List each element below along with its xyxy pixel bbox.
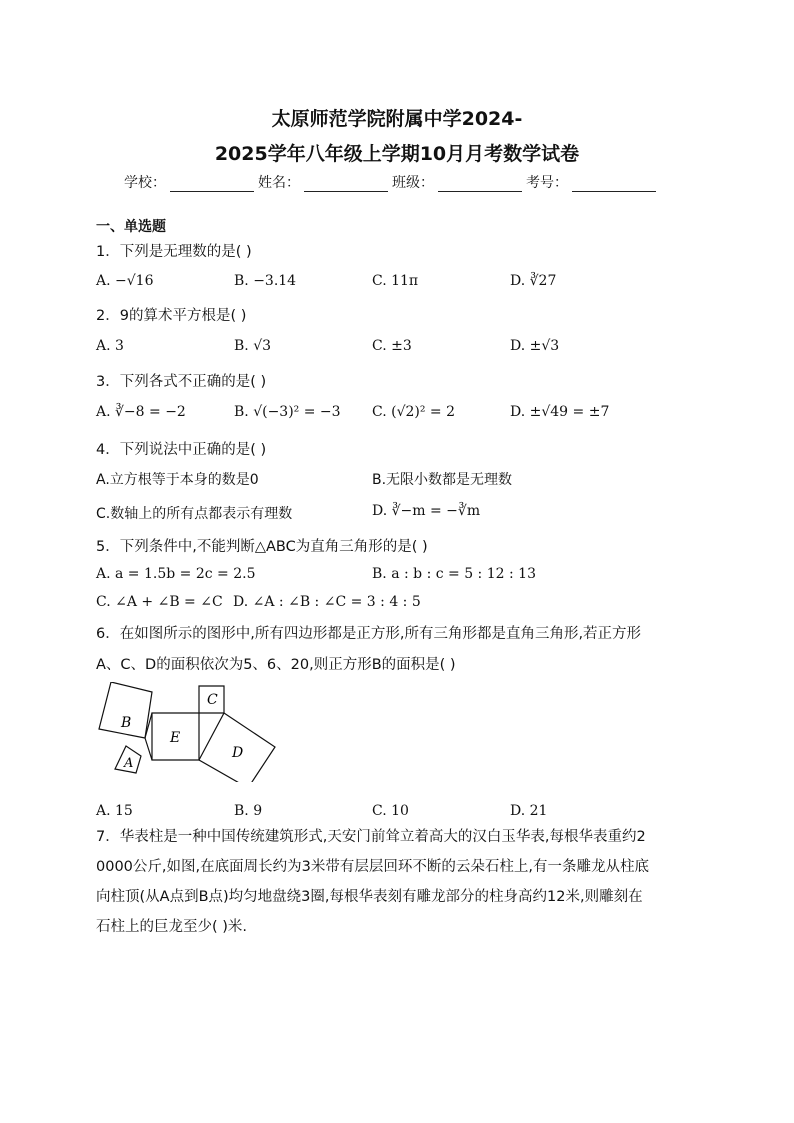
class-blank[interactable] bbox=[438, 177, 522, 192]
question-6-stem-line-1: 6．在如图所示的图形中,所有四边形都是正方形,所有三角形都是直角三角形,若正方形 bbox=[96, 626, 642, 642]
question-1-option-d: D. ∛27 bbox=[510, 273, 557, 289]
question-6-option-d: D. 21 bbox=[510, 803, 548, 819]
question-7-text bbox=[96, 822, 696, 942]
school-label: 学校： bbox=[124, 175, 166, 191]
school-blank[interactable] bbox=[170, 177, 254, 192]
question-1-option-c: C. 11π bbox=[372, 273, 419, 289]
question-1-option-a: A. −√16 bbox=[96, 273, 154, 289]
question-5-option-c: C. ∠A + ∠B = ∠C bbox=[96, 594, 223, 610]
question-6-option-a: A. 15 bbox=[96, 803, 133, 819]
question-1-stem: 1．下列是无理数的是( ) bbox=[96, 244, 252, 260]
question-2-option-d: D. ±√3 bbox=[510, 338, 560, 354]
figure-label-c: C bbox=[207, 692, 218, 708]
question-3-option-b: B. √(−3)² = −3 bbox=[234, 404, 341, 420]
question-5-option-d: D. ∠A : ∠B : ∠C = 3 : 4 : 5 bbox=[233, 594, 421, 610]
question-4-option-b: B.无限小数都是无理数 bbox=[372, 472, 513, 488]
name-label: 姓名： bbox=[258, 175, 300, 191]
figure-label-b: B bbox=[121, 715, 132, 731]
question-7-line-1: 7．华表柱是一种中国传统建筑形式,天安门前耸立着高大的汉白玉华表,每根华表重约2 bbox=[96, 829, 646, 845]
question-3-option-c: C. (√2)² = 2 bbox=[372, 404, 456, 420]
question-2-option-b: B. √3 bbox=[234, 338, 272, 354]
title-line-2: 2025学年八年级上学期10月月考数学试卷 bbox=[214, 143, 580, 165]
student-info-row bbox=[124, 172, 660, 192]
question-3-stem: 3．下列各式不正确的是( ) bbox=[96, 374, 267, 390]
question-2-stem: 2．9的算术平方根是( ) bbox=[96, 308, 247, 324]
figure-label-a: A bbox=[124, 756, 134, 771]
question-4-option-c: C.数轴上的所有点都表示有理数 bbox=[96, 506, 293, 522]
question-5-stem: 5．下列条件中,不能判断△ABC为直角三角形的是( ) bbox=[96, 539, 428, 555]
figure-label-d: D bbox=[232, 745, 244, 761]
question-6-figure bbox=[94, 682, 284, 786]
title-line-1: 太原师范学院附属中学2024- bbox=[271, 108, 523, 130]
question-4-stem: 4．下列说法中正确的是( ) bbox=[96, 442, 267, 458]
question-7-line-3: 向柱顶(从A点到B点)均匀地盘绕3圈,每根华表刻有雕龙部分的柱身高约12米,则雕刻在 bbox=[96, 889, 643, 905]
question-5-option-a: A. a = 1.5b = 2c = 2.5 bbox=[96, 566, 256, 582]
question-2-option-a: A. 3 bbox=[96, 338, 124, 354]
question-4-option-a: A.立方根等于本身的数是0 bbox=[96, 472, 259, 488]
exam-no-label: 考号： bbox=[526, 175, 568, 191]
question-1-option-b: B. −3.14 bbox=[234, 273, 297, 289]
question-3-option-a: A. ∛−8 = −2 bbox=[96, 404, 186, 420]
question-7-line-4: 石柱上的巨龙至少( )米. bbox=[96, 919, 248, 935]
name-blank[interactable] bbox=[304, 177, 388, 192]
question-7-line-2: 0000公斤,如图,在底面周长约为3米带有层层回环不断的云朵石柱上,有一条雕龙从柱底 bbox=[96, 859, 649, 875]
squares-diagram bbox=[94, 682, 284, 782]
question-3-option-d: D. ±√49 = ±7 bbox=[510, 404, 610, 420]
figure-label-e: E bbox=[170, 730, 181, 746]
class-label: 班级： bbox=[392, 175, 434, 191]
question-6-option-c: C. 10 bbox=[372, 803, 409, 819]
question-6-option-b: B. 9 bbox=[234, 803, 263, 819]
question-4-option-d: D. ∛−m = −∛m bbox=[372, 503, 481, 519]
exam-no-blank[interactable] bbox=[572, 177, 656, 192]
question-2-option-c: C. ±3 bbox=[372, 338, 412, 354]
section-heading: 一、单选题 bbox=[96, 219, 166, 235]
question-6-stem-line-2: A、C、D的面积依次为5、6、20,则正方形B的面积是( ) bbox=[96, 657, 456, 673]
question-5-option-b: B. a : b : c = 5 : 12 : 13 bbox=[372, 566, 536, 582]
